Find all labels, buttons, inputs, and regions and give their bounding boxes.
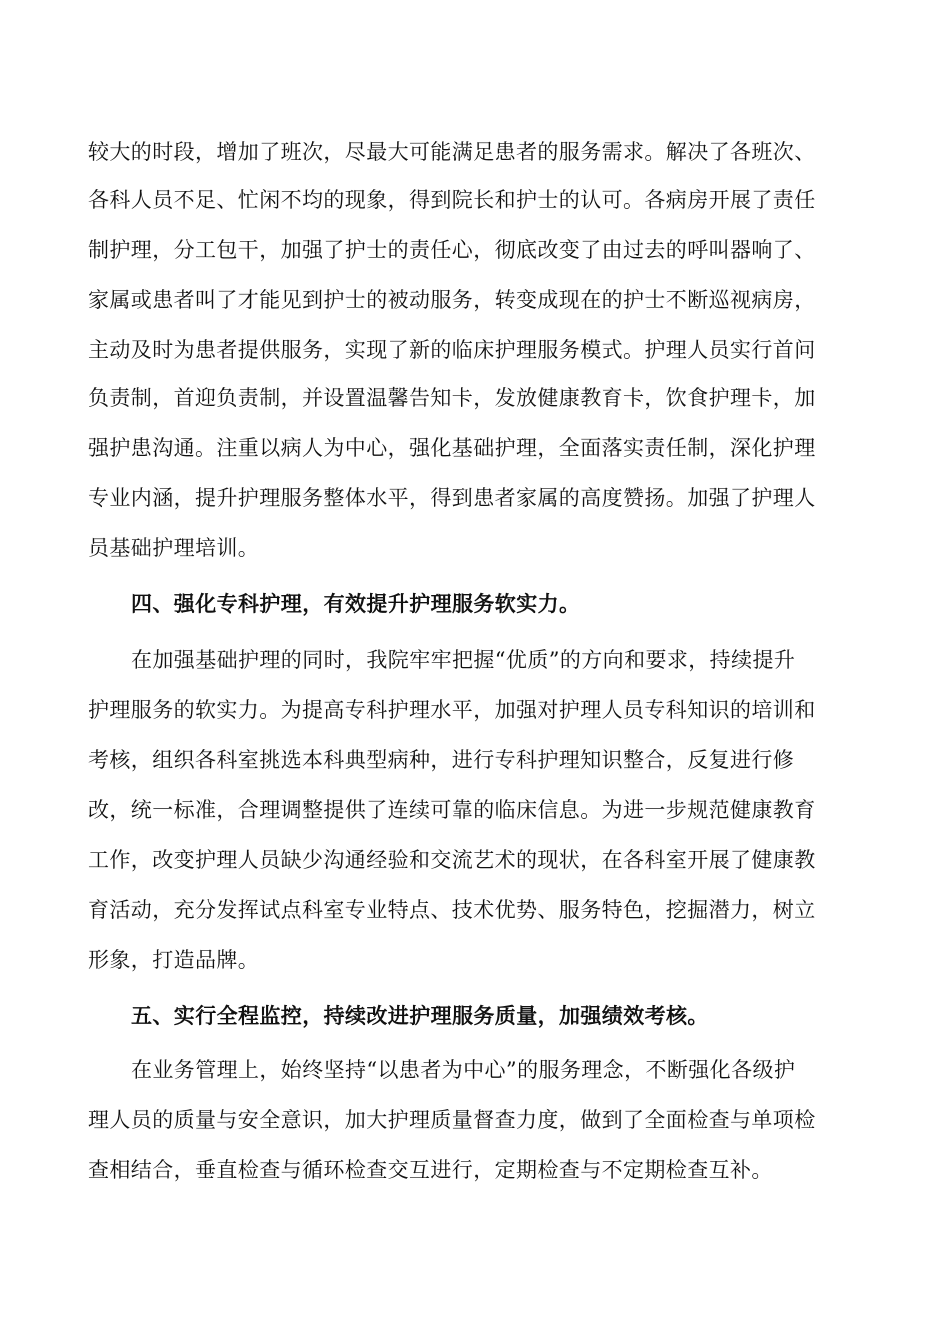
section-heading: 四、强化专科护理，有效提升护理服务软实力。 [131, 591, 581, 616]
text-line: 负责制，首迎负责制，并设置温馨告知卡，发放健康教育卡，饮食护理卡，加 [88, 386, 816, 410]
text-line: 制护理，分工包干，加强了护士的责任心，彻底改变了由过去的呼叫器响了、 [88, 238, 816, 262]
text-line: 形象，打造品牌。 [88, 948, 260, 972]
section-heading: 五、实行全程监控，持续改进护理服务质量，加强绩效考核。 [131, 1003, 709, 1028]
text-line: 各科人员不足、忙闲不均的现象，得到院长和护士的认可。各病房开展了责任 [88, 188, 816, 212]
text-line: 家属或患者叫了才能见到护士的被动服务，转变成现在的护士不断巡视病房， [88, 288, 816, 312]
text-line: 专业内涵，提升护理服务整体水平，得到患者家属的高度赞扬。加强了护理人 [88, 486, 816, 510]
text-line: 考核，组织各科室挑选本科典型病种，进行专科护理知识整合，反复进行修 [88, 748, 795, 772]
text-line: 护理服务的软实力。为提高专科护理水平，加强对护理人员专科知识的培训和 [88, 698, 816, 722]
text-line: 强护患沟通。注重以病人为中心，强化基础护理，全面落实责任制，深化护理 [88, 436, 816, 460]
text-line: 查相结合，垂直检查与循环检查交互进行，定期检查与不定期检查互补。 [88, 1158, 773, 1182]
text-line: 育活动，充分发挥试点科室专业特点、技术优势、服务特色，挖掘潜力，树立 [88, 898, 816, 922]
text-line: 改，统一标准，合理调整提供了连续可靠的临床信息。为进一步规范健康教育 [88, 798, 816, 822]
text-line: 在加强基础护理的同时，我院牢牢把握“优质”的方向和要求，持续提升 [131, 648, 796, 672]
text-line: 主动及时为患者提供服务，实现了新的临床护理服务模式。护理人员实行首问 [88, 338, 816, 362]
text-line: 工作，改变护理人员缺少沟通经验和交流艺术的现状，在各科室开展了健康教 [88, 848, 816, 872]
text-line: 较大的时段，增加了班次，尽最大可能满足患者的服务需求。解决了各班次、 [88, 140, 816, 164]
text-line: 员基础护理培训。 [88, 536, 260, 560]
text-line: 在业务管理上，始终坚持“以患者为中心”的服务理念，不断强化各级护 [131, 1058, 796, 1082]
text-line: 理人员的质量与安全意识，加大护理质量督查力度，做到了全面检查与单项检 [88, 1108, 816, 1132]
